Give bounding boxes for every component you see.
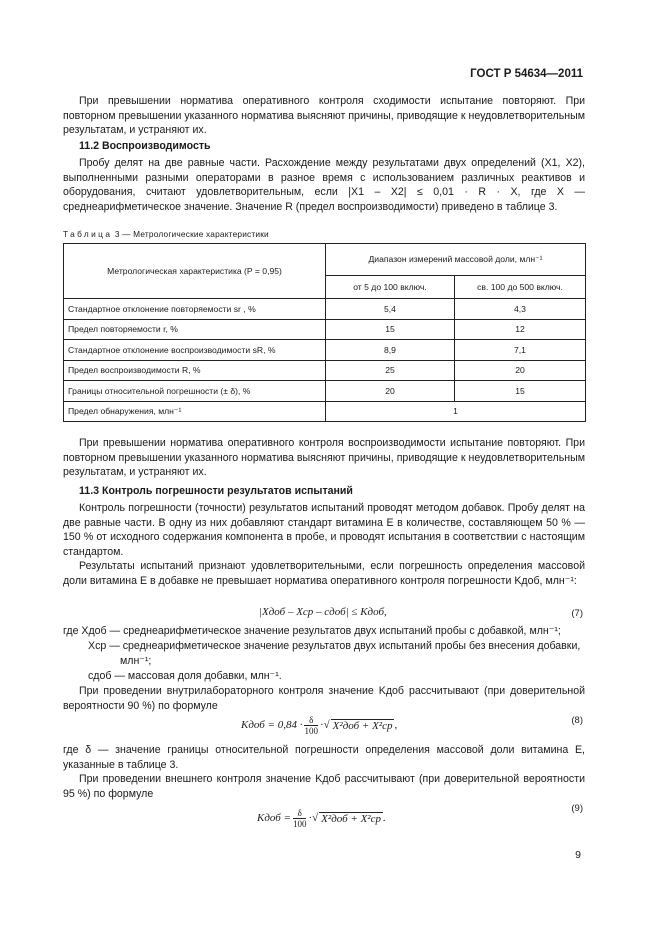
- fraction-numerator: δ: [293, 808, 307, 819]
- document-header: ГОСТ Р 54634—2011: [470, 68, 583, 80]
- row-name: Предел воспроизводимости R, %: [64, 360, 326, 381]
- definition-c-dob: сдоб — массовая доля добавки, млн⁻¹.: [88, 670, 282, 682]
- formula-8-fraction: [304, 715, 318, 736]
- equation-number-7: (7): [571, 608, 583, 619]
- paragraph-reproducibility-retest: При превышении норматива оперативного контроля воспроизводимости испытание повторяют. При повторном превышении указанного норматива выясняют причины, приводящие к неудовлетворительным результатам, и устраняют их.: [63, 437, 585, 479]
- table-row: [64, 340, 586, 361]
- row-name: Стандартное отклонение воспроизводимости sR, %: [64, 340, 326, 361]
- formula-8: Kдоб = 0,84 · $\frac{\delta}{100}$ ·√ X²доб + X²ср ,: [241, 714, 398, 736]
- definition-x-sr: Xср — среднеарифметическое значение результатов двух испытаний пробы без внесения добавки,: [88, 640, 581, 652]
- paragraph-internal-control: При проведении внутрилабораторного контроля значение Kдоб рассчитывают (при доверительной вероятности 90 %) по формуле: [63, 685, 585, 712]
- paragraph-delta-definition: где δ — значение границы относительной погрешности определения массовой доли витамина Е, указанные в таблице 3.: [63, 744, 585, 771]
- row-value-high: 4,3: [455, 299, 586, 320]
- table-caption-word: Таблица: [63, 229, 113, 239]
- row-value-low: 8,9: [326, 340, 455, 361]
- formula-7: |Xдоб – Xср – сдоб| ≤ Kдоб,: [259, 606, 387, 618]
- row-name: Предел обнаружения, млн⁻¹: [64, 401, 326, 422]
- row-name: Предел повторяемости r, %: [64, 319, 326, 340]
- table-row: [64, 299, 586, 320]
- header-characteristic: Метрологическая характеристика (P = 0,95): [64, 244, 326, 299]
- row-name: Границы относительной погрешности (± δ), %: [64, 381, 326, 402]
- paragraph-external-control: При проведении внешнего контроля значение Kдоб рассчитывают (при доверительной вероятности 95 %) по формуле: [63, 773, 585, 800]
- row-value-low: 25: [326, 360, 455, 381]
- paragraph-acceptance: Результаты испытаний признают удовлетворительными, если погрешность определения массовой доли витамина Е в добавке не превышает норматива оперативного контроля погрешности Kдоб, млн⁻¹:: [63, 560, 585, 587]
- table-row: [64, 319, 586, 340]
- row-value-high: 7,1: [455, 340, 586, 361]
- row-value-merged: 1: [326, 401, 586, 422]
- fraction-numerator: δ: [304, 715, 318, 726]
- header-range-high: св. 100 до 500 включ.: [455, 275, 586, 298]
- formula-8-left: Kдоб = 0,84 ·: [241, 719, 303, 731]
- metrology-table: [63, 243, 586, 422]
- paragraph-repeatability-retest: При превышении норматива оперативного контроля сходимости испытание повторяют. При повторном превышении указанного норматива выясняют причины, приводящие к неудовлетворительным результатам, и устраняют их.: [63, 95, 585, 137]
- formula-9-left: Kдоб =: [257, 812, 291, 824]
- equation-number-9: (9): [571, 803, 583, 814]
- page-number: 9: [575, 849, 581, 861]
- section-heading-11-2: 11.2 Воспроизводимость: [79, 140, 211, 152]
- row-name: Стандартное отклонение повторяемости sr , %: [64, 299, 326, 320]
- table-caption: [63, 229, 269, 239]
- formula-8-root: X²доб + X²ср: [332, 719, 393, 732]
- formula-9-fraction: [293, 808, 307, 829]
- header-range: Диапазон измерений массовой доли, млн⁻¹: [326, 244, 586, 276]
- header-range-low: от 5 до 100 включ.: [326, 275, 455, 298]
- row-value-high: 12: [455, 319, 586, 340]
- fraction-denominator: 100: [292, 818, 307, 829]
- table-row: [64, 401, 586, 422]
- row-value-low: 20: [326, 381, 455, 402]
- table-row: [64, 360, 586, 381]
- row-value-low: 15: [326, 319, 455, 340]
- formula-9-root: X²доб + X²ср: [321, 812, 381, 825]
- equation-number-8: (8): [571, 715, 583, 726]
- definition-x-sr-unit: млн⁻¹;: [120, 655, 152, 667]
- paragraph-reproducibility: Пробу делят на две равные части. Расхождение между результатами двух определений (X1, X2), выполненными разными операторами в разное время с использованием различных реактивов и оборудования, считают удовлетворительным, если |X1 – X2| ≤ 0,01 · R · X, где X — среднеарифметическое значение. Значение R (предел воспроизводимости) приведено в таблице 3.: [63, 157, 585, 213]
- formula-9: Kдоб = $\frac{\delta}{100}$ ·√ X²доб + X²ср .: [257, 807, 386, 829]
- table-header-row: [64, 244, 586, 276]
- paragraph-additive-method: Контроль погрешности (точности) результатов испытаний проводят методом добавок. Пробу делят на две равные части. В одну из них добавляют стандарт витамина Е в количестве, составляющем 50 % — 150 % от исходного содержания компонента в пробе, и проводят испытания в соответствии с настоящим стандартом.: [63, 502, 585, 558]
- table-caption-title: 3 — Метрологические характеристики: [114, 229, 269, 239]
- row-value-high: 20: [455, 360, 586, 381]
- definition-x-dob: где Xдоб — среднеарифметическое значение результатов двух испытаний пробы с добавкой, млн⁻¹;: [63, 625, 561, 637]
- row-value-high: 15: [455, 381, 586, 402]
- table-row: [64, 381, 586, 402]
- fraction-denominator: 100: [304, 725, 318, 736]
- section-heading-11-3: 11.3 Контроль погрешности результатов испытаний: [79, 485, 353, 497]
- row-value-low: 5,4: [326, 299, 455, 320]
